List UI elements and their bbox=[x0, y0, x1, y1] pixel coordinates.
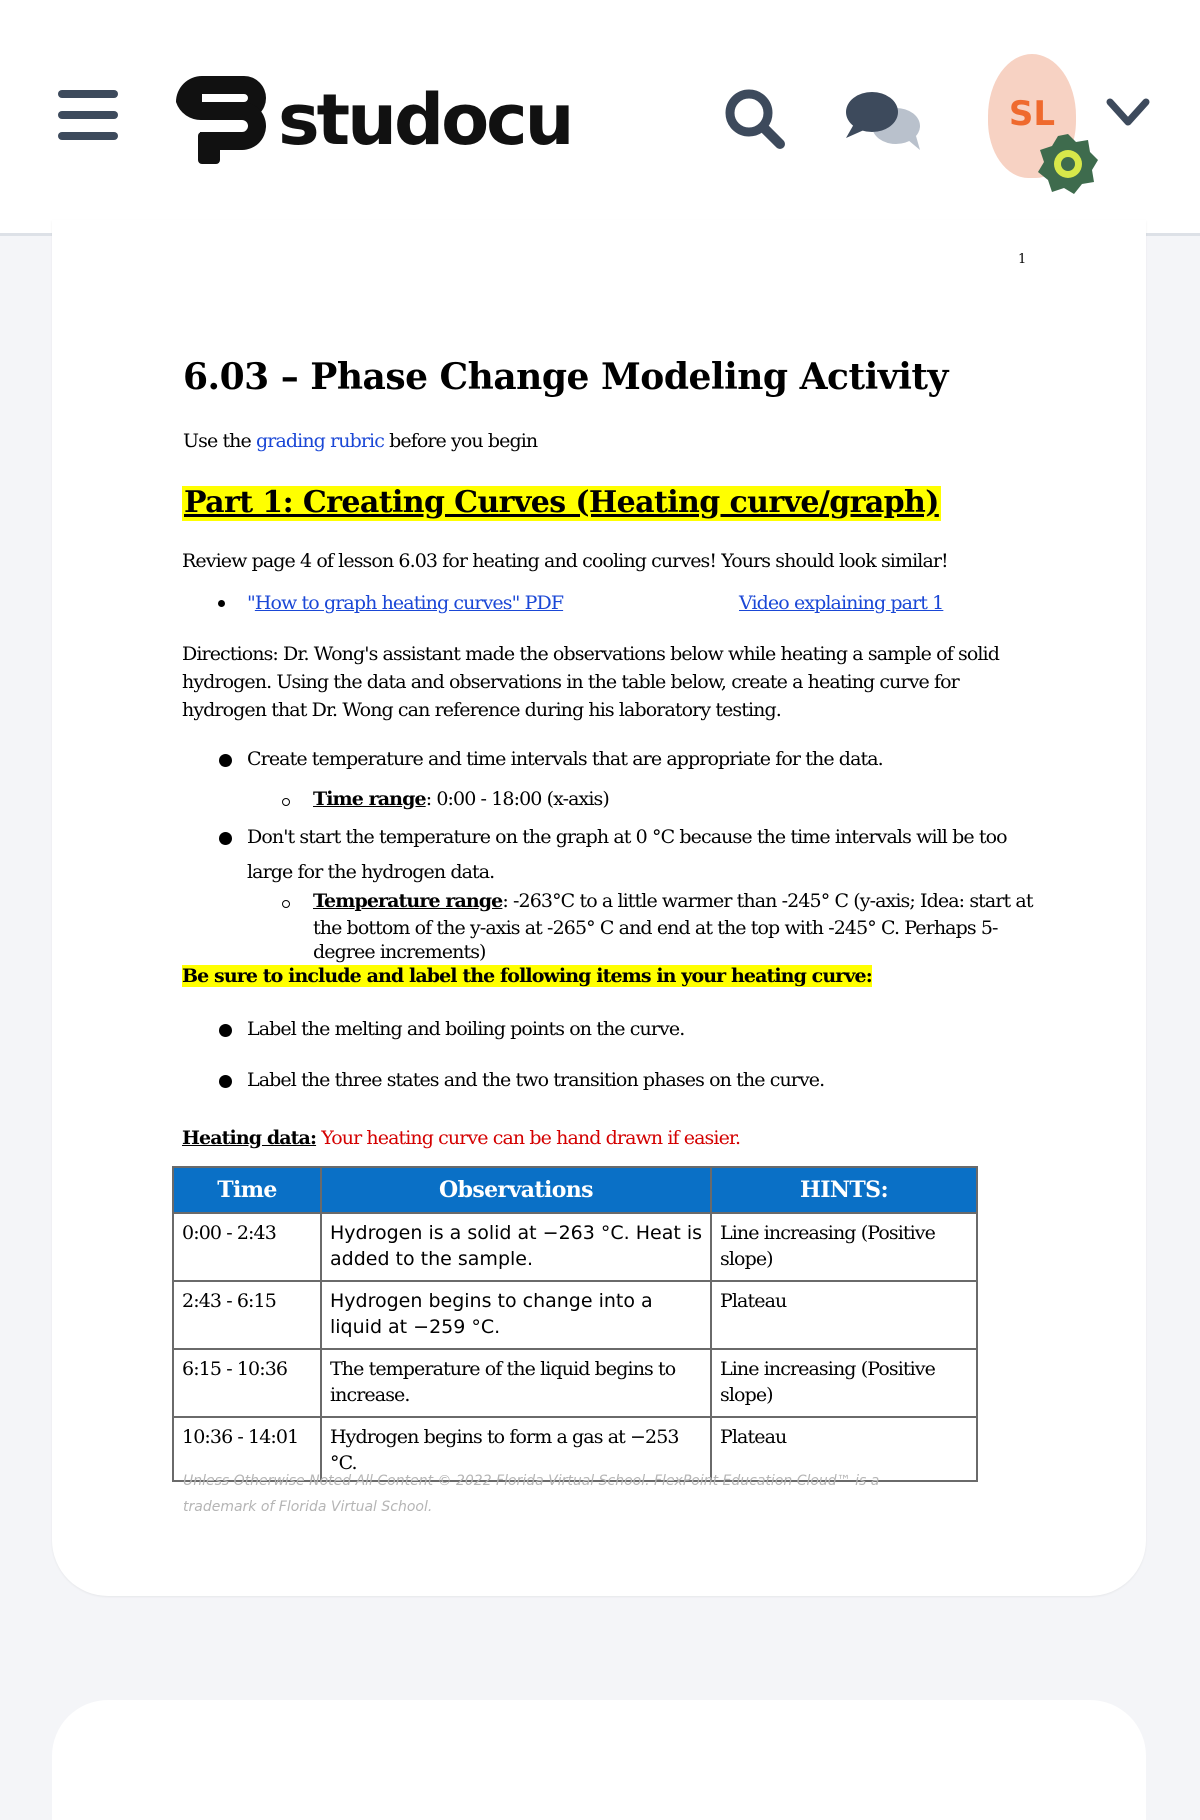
menu-icon[interactable] bbox=[58, 90, 118, 142]
bullet-marker bbox=[219, 1075, 232, 1088]
hint-cell: Plateau bbox=[711, 1417, 977, 1481]
table-header-row bbox=[173, 1167, 977, 1213]
resource-links bbox=[247, 592, 563, 615]
heating-data-note: Your heating curve can be hand drawn if easier. bbox=[316, 1127, 741, 1149]
hint-cell: Plateau bbox=[711, 1281, 977, 1349]
studocu-logo[interactable] bbox=[172, 70, 572, 170]
avatar-initials: SL bbox=[1008, 94, 1056, 134]
time-cell: 10:36 - 14:01 bbox=[173, 1417, 321, 1481]
instruction-bullet-1: Create temperature and time intervals that are appropriate for the data. bbox=[247, 748, 883, 770]
time-cell: 2:43 - 6:15 bbox=[173, 1281, 321, 1349]
badge-icon bbox=[1036, 132, 1100, 196]
chevron-down-icon[interactable] bbox=[1106, 98, 1150, 128]
heating-data-table bbox=[172, 1166, 978, 1482]
table-row bbox=[173, 1281, 977, 1349]
hint-cell: Line increasing (Positive slope) bbox=[711, 1349, 977, 1417]
logo-mark-icon bbox=[172, 72, 270, 168]
page-number: 1 bbox=[1018, 252, 1027, 267]
copyright-line-2: trademark of Florida Virtual School. bbox=[183, 1499, 433, 1515]
instruction-bullet-2-line-1: Don't start the temperature on the graph at 0 °C because the time intervals will be too bbox=[247, 826, 1007, 848]
column-header-observations: Observations bbox=[321, 1167, 711, 1213]
bullet-marker bbox=[219, 754, 232, 767]
heating-data-line bbox=[182, 1127, 740, 1150]
top-navigation-bar bbox=[0, 0, 1200, 236]
instruction-bullet-2-line-2: large for the hydrogen data. bbox=[247, 861, 495, 883]
time-cell: 6:15 - 10:36 bbox=[173, 1349, 321, 1417]
bullet-marker bbox=[219, 1024, 232, 1037]
table-row bbox=[173, 1213, 977, 1281]
observation-cell: Hydrogen is a solid at −263 °C. Heat is added to the sample. bbox=[321, 1213, 711, 1281]
search-icon[interactable] bbox=[722, 86, 788, 152]
time-range-item bbox=[313, 788, 609, 811]
logo-text: studocu bbox=[278, 79, 572, 161]
column-header-hints: HINTS: bbox=[711, 1167, 977, 1213]
temperature-range-label: Temperature range bbox=[313, 890, 503, 912]
intro-text: Use the bbox=[183, 430, 257, 452]
bullet-marker bbox=[219, 832, 232, 845]
time-range-label: Time range bbox=[313, 788, 426, 810]
heating-curves-pdf-link[interactable]: How to graph heating curves" PDF bbox=[254, 592, 564, 614]
intro-line bbox=[183, 430, 537, 453]
label-item-2: Label the three states and the two transition phases on the curve. bbox=[247, 1069, 825, 1091]
heating-data-label: Heating data: bbox=[182, 1127, 317, 1149]
label-item-1: Label the melting and boiling points on the curve. bbox=[247, 1018, 685, 1040]
observation-cell: Hydrogen begins to change into a liquid at −259 °C. bbox=[321, 1281, 711, 1349]
observation-cell: The temperature of the liquid begins to increase. bbox=[321, 1349, 711, 1417]
temperature-range-line-3: degree increments) bbox=[313, 941, 486, 963]
observation-cell: Hydrogen begins to form a gas at −253 °C. bbox=[321, 1417, 711, 1481]
temperature-range-item bbox=[313, 890, 1033, 913]
sub-bullet-marker bbox=[282, 900, 290, 908]
hint-cell: Line increasing (Positive slope) bbox=[711, 1213, 977, 1281]
temperature-range-line-1: : -263°C to a little warmer than -245° C (y-axis; Idea: start at bbox=[502, 890, 1033, 912]
video-link-line bbox=[739, 592, 943, 615]
review-text: Review page 4 of lesson 6.03 for heating and cooling curves! Yours should look similar! bbox=[182, 550, 948, 572]
video-part-1-link[interactable]: Video explaining part 1 bbox=[739, 592, 944, 614]
next-document-page bbox=[52, 1700, 1146, 1820]
table-row bbox=[173, 1349, 977, 1417]
document-title: 6.03 – Phase Change Modeling Activity bbox=[183, 356, 948, 398]
chat-icon[interactable] bbox=[842, 86, 926, 152]
column-header-time: Time bbox=[173, 1167, 321, 1213]
sub-bullet-marker bbox=[282, 798, 290, 806]
time-cell: 0:00 - 2:43 bbox=[173, 1213, 321, 1281]
bullet-marker bbox=[218, 600, 225, 607]
be-sure-highlight: Be sure to include and label the following items in your heating curve: bbox=[182, 965, 872, 987]
grading-rubric-link[interactable]: grading rubric bbox=[256, 430, 384, 452]
be-sure-note bbox=[182, 965, 872, 988]
time-range-value: : 0:00 - 18:00 (x-axis) bbox=[425, 788, 609, 810]
directions-text: Directions: Dr. Wong's assistant made the observations below while heating a sample of solid hydrogen. Using the data and observations in the table below, create a heating curve for hydrogen that Dr. Wong can reference during his laboratory testing. bbox=[182, 643, 999, 721]
pdf-link-quote[interactable]: " bbox=[247, 592, 255, 614]
copyright-line-1: Unless Otherwise Noted All Content © 2022 Florida Virtual School. FlexPoint Education Cloud™ is a bbox=[183, 1473, 880, 1489]
temperature-range-line-2: the bottom of the y-axis at -265° C and end at the top with -245° C. Perhaps 5- bbox=[313, 917, 998, 939]
intro-text-end: before you begin bbox=[383, 430, 538, 452]
copyright-footer bbox=[183, 1468, 983, 1520]
part-1-heading: Part 1: Creating Curves (Heating curve/graph) bbox=[184, 485, 939, 520]
